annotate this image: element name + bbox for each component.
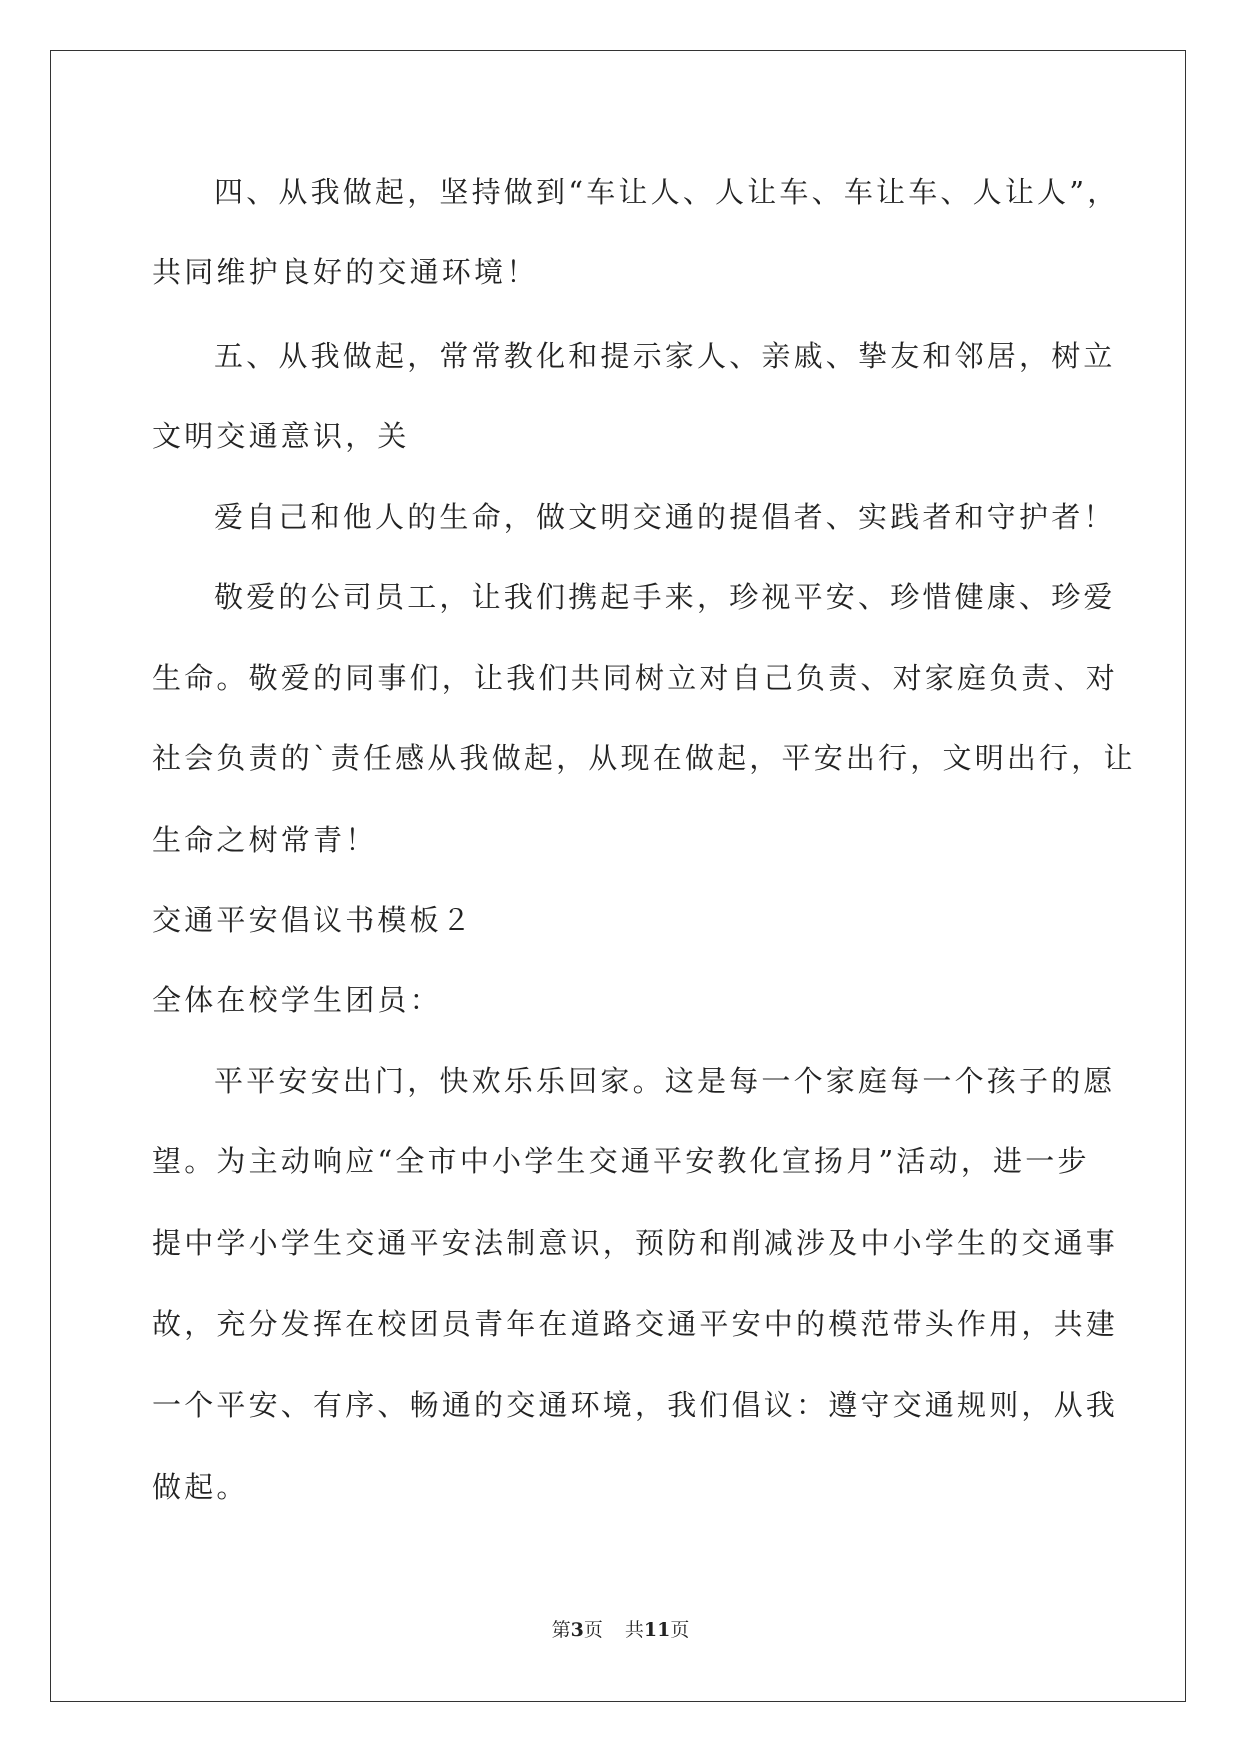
paragraph-line: 做起。: [152, 1470, 249, 1504]
paragraph-line: 故，充分发挥在校团员青年在道路交通平安中的模范带头作用，共建: [152, 1307, 1119, 1341]
paragraph-line: 望。为主动响应“全市中小学生交通平安教化宣扬月”活动，进一步: [152, 1144, 1090, 1178]
paragraph-line: 平平安安出门，快欢乐乐回家。这是每一个家庭每一个孩子的愿: [214, 1064, 1116, 1098]
page-prefix: 第: [551, 1619, 571, 1641]
paragraph-line: 社会负责的`责任感从我做起，从现在做起，平安出行，文明出行，让: [152, 741, 1136, 775]
paragraph-line: 生命。敬爱的同事们，让我们共同树立对自己负责、对家庭负责、对: [152, 661, 1119, 695]
paragraph-line: 文明交通意识，关: [152, 419, 410, 453]
total-prefix: 共: [624, 1619, 644, 1641]
paragraph-line: 敬爱的公司员工，让我们携起手来，珍视平安、珍惜健康、珍爱: [214, 580, 1116, 614]
paragraph-line: 生命之树常青！: [152, 823, 378, 857]
total-suffix: 页: [670, 1619, 690, 1641]
salutation: 全体在校学生团员：: [152, 983, 442, 1017]
page-current-number: 3: [570, 1619, 584, 1641]
page-suffix: 页: [583, 1619, 603, 1641]
paragraph-line: 爱自己和他人的生命，做文明交通的提倡者、实践者和守护者！: [214, 500, 1116, 534]
section-title: 交通平安倡议书模板２: [152, 903, 475, 937]
paragraph-line: 共同维护良好的交通环境！: [152, 255, 539, 289]
paragraph-line: 四、从我做起，坚持做到“车让人、人让车、车让车、人让人”，: [214, 175, 1120, 209]
paragraph-line: 一个平安、有序、畅通的交通环境，我们倡议：遵守交通规则，从我: [152, 1388, 1119, 1422]
paragraph-line: 五、从我做起，常常教化和提示家人、亲戚、挚友和邻居，树立: [214, 339, 1116, 373]
page-footer: [0, 1618, 1241, 1642]
paragraph-line: 提中学小学生交通平安法制意识，预防和削减涉及中小学生的交通事: [152, 1226, 1119, 1260]
page-total-number: 11: [643, 1619, 671, 1641]
page-border: [50, 50, 1186, 1702]
